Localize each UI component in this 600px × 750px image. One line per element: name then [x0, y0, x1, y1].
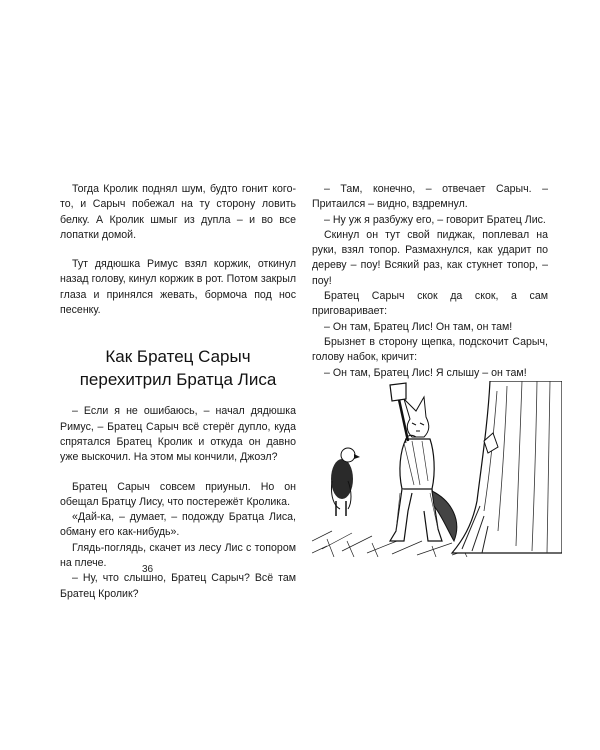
page-number: 36 [142, 564, 154, 575]
paragraph: – Если я не ошибаюсь, – начал дядюшка Римус, – Братец Сарыч всё стерёг дупло, куда спрятался Братец Кролик и откуда он давно уже выскочил. На этом мы кончили, Джоэл? [60, 405, 296, 464]
paragraph: – Он там, Братец Лис! Он там, он там! [324, 320, 513, 333]
paragraph: Глядь-поглядь, скачет из лесу Лис с топором на плече. [60, 541, 296, 570]
paragraph: – Ну уж я разбужу его, – говорит Братец Лис. [324, 213, 546, 226]
paragraph: Братец Сарыч совсем приуныл. Но он обещал Братцу Лису, что постережёт Кролика. [60, 480, 296, 508]
paragraph: – Он там, Братец Лис! Я слышу – он там! [324, 366, 527, 379]
tree-trunk [452, 381, 562, 553]
paragraph: Тут дядюшка Римус взял коржик, откинул назад голову, кинул коржик в рот. Потом закрыл глаза и принялся жевать, бормоча под нос песенку. [60, 258, 296, 317]
paragraph: Тогда Кролик поднял шум, будто гонит кого-то, и Сарыч побежал на ту сторону ловить белку. А Кролик шмыг из дупла – и во все лопатки домой. [60, 183, 296, 241]
fox [390, 397, 457, 541]
buzzard [331, 448, 360, 516]
paragraph: «Дай-ка, – думает, – подожду Братца Лиса, обману его как-нибудь». [60, 511, 296, 539]
paragraph: – Там, конечно, – отвечает Сарыч. – Притаился – видно, вздремнул. [312, 183, 548, 211]
chapter-title [60, 345, 296, 391]
paragraph: Брызнет в сторону щепка, подскочит Сарыч, голову набок, кричит: [312, 335, 548, 364]
fox-chopping-tree-illustration [312, 381, 562, 557]
paragraph: – Ну, что слышно, Братец Сарыч? Всё там Братец Кролик? [60, 572, 296, 600]
left-column [60, 182, 296, 602]
paragraph: Скинул он тут свой пиджак, поплевал на руки, взял топор. Размахнулся, как ударит по дереву – поу! Всякий раз, как стукнет топор, – поу! [312, 228, 548, 287]
chapter-title-line: Как Братец Сарыч [105, 347, 251, 367]
right-column [312, 182, 548, 381]
paragraph: Братец Сарыч скок да скок, а сам приговаривает: [312, 290, 548, 318]
chapter-title-line: перехитрил Братца Лиса [79, 370, 277, 390]
